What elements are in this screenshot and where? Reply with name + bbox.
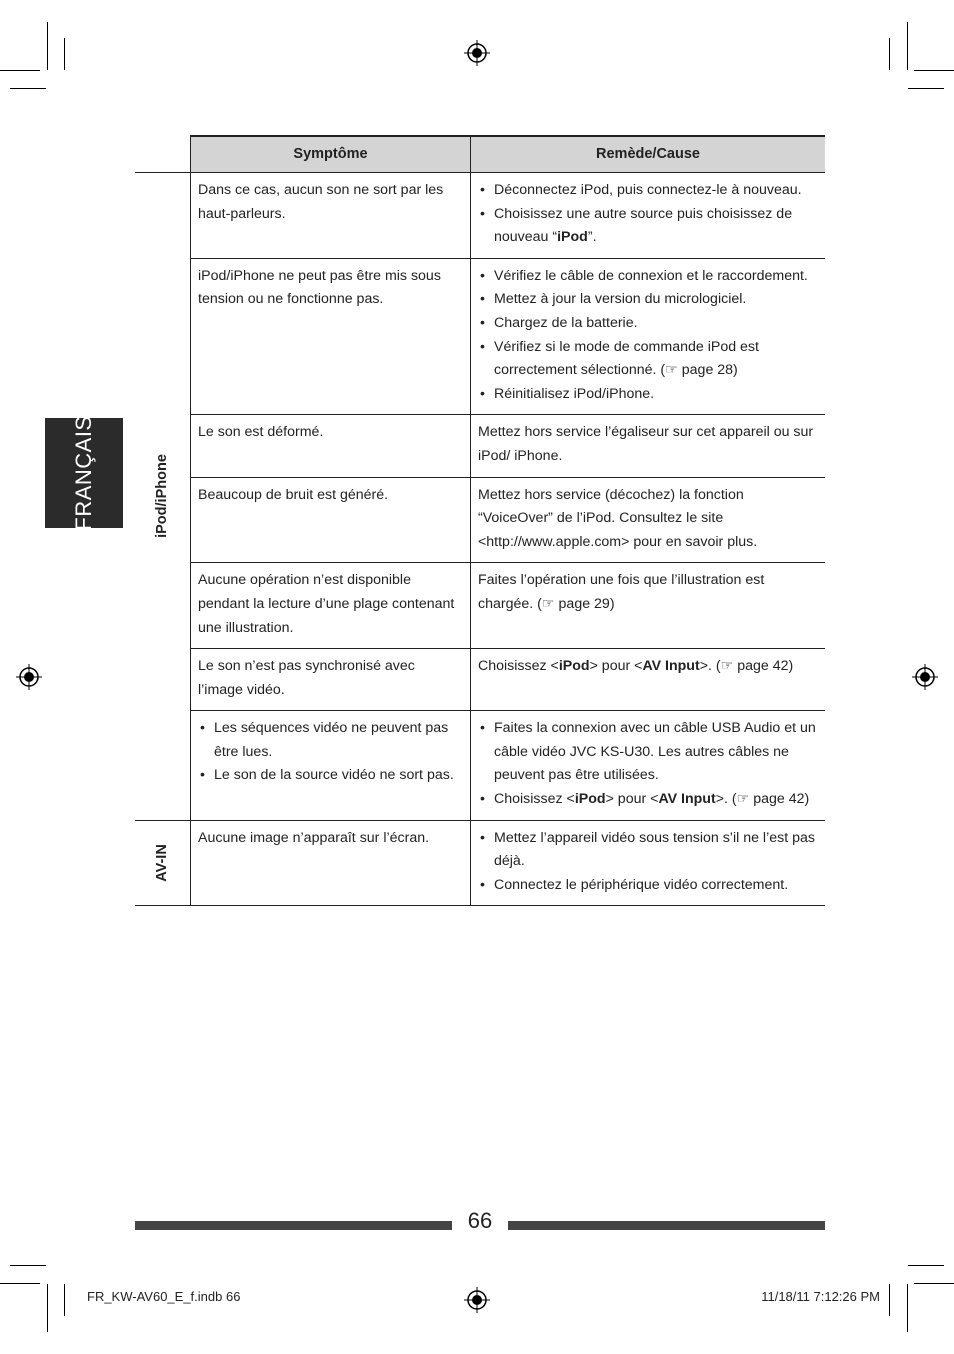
remedy-cell: Choisissez <iPod> pour <AV Input>. (☞ page 42) — [471, 649, 826, 711]
category-label-ipod: iPod/iPhone — [153, 454, 170, 539]
remedy-item: • Déconnectez iPod, puis connectez-le à nouveau. — [478, 179, 818, 203]
crop-mark — [64, 38, 65, 70]
symptom-cell: iPod/iPhone ne peut pas être mis sous tension ou ne fonctionne pas. — [191, 258, 471, 415]
remedy-cell: Faites l’opération une fois que l’illustration est chargée. (☞ page 29) — [471, 563, 826, 649]
table-row — [135, 258, 825, 415]
language-tab-label: FRANÇAIS — [71, 415, 96, 531]
crop-mark — [907, 22, 908, 70]
crop-mark — [889, 38, 890, 70]
remedy-item: • Vérifiez si le mode de commande iPod est correctement sélectionné. (☞ page 28) — [478, 336, 818, 383]
remedy-item: • Réinitialisez iPod/iPhone. — [478, 383, 818, 407]
category-cell-avin — [135, 820, 191, 906]
symptom-cell: Aucune image n’apparaît sur l’écran. — [191, 820, 471, 906]
crop-mark — [10, 1265, 46, 1266]
symptom-cell: Le son n’est pas synchronisé avec l’image vidéo. — [191, 649, 471, 711]
table-row — [135, 711, 825, 820]
symptom-cell: Dans ce cas, aucun son ne sort par les haut-parleurs. — [191, 173, 471, 259]
symptom-item: • Les séquences vidéo ne peuvent pas être lues. — [198, 717, 463, 764]
registration-mark-icon — [464, 40, 490, 66]
remedy-cell — [471, 711, 826, 820]
remedy-item: • Vérifiez le câble de connexion et le raccordement. — [478, 265, 818, 289]
troubleshooting-table — [135, 135, 825, 906]
symptom-cell — [191, 711, 471, 820]
table-row — [135, 415, 825, 477]
footer-datetime: 11/18/11 7:12:26 PM — [761, 1289, 880, 1304]
remedy-item: • Choisissez une autre source puis choisissez de nouveau “iPod”. — [478, 203, 818, 250]
footer-filename: FR_KW-AV60_E_f.indb 66 — [87, 1289, 241, 1304]
crop-mark — [908, 88, 944, 89]
remedy-cell — [471, 258, 826, 415]
crop-mark — [47, 22, 48, 70]
crop-mark — [64, 1284, 65, 1316]
registration-mark-icon — [464, 1287, 490, 1313]
remedy-cell: Mettez hors service l’égaliseur sur cet appareil ou sur iPod/ iPhone. — [471, 415, 826, 477]
crop-mark — [0, 70, 40, 71]
symptom-cell: Beaucoup de bruit est généré. — [191, 477, 471, 563]
remedy-cell: Mettez hors service (décochez) la fonction “VoiceOver” de l’iPod. Consultez le site <http://www.apple.com> pour en savoir plus. — [471, 477, 826, 563]
remedy-cell — [471, 820, 826, 906]
table-row — [135, 477, 825, 563]
category-label-avin: AV-IN — [153, 844, 170, 882]
symptom-cell: Aucune opération n’est disponible pendant la lecture d’une plage contenant une illustration. — [191, 563, 471, 649]
crop-mark — [10, 88, 46, 89]
crop-mark — [907, 1284, 908, 1332]
remedy-header: Remède/Cause — [471, 136, 826, 173]
remedy-item: • Choisissez <iPod> pour <AV Input>. (☞ page 42) — [478, 788, 818, 812]
remedy-item: • Connectez le périphérique vidéo correctement. — [478, 874, 818, 898]
crop-mark — [908, 1265, 944, 1266]
page-number: 66 — [467, 1208, 493, 1233]
page-bar-left — [135, 1221, 452, 1230]
remedy-item: • Faites la connexion avec un câble USB Audio et un câble vidéo JVC KS-U30. Les autres câbles ne peuvent pas être utilisées. — [478, 717, 818, 788]
remedy-item: • Chargez de la batterie. — [478, 312, 818, 336]
remedy-item: • Mettez à jour la version du micrologiciel. — [478, 288, 818, 312]
table-row — [135, 820, 825, 906]
registration-mark-icon — [16, 664, 42, 690]
crop-mark — [889, 1284, 890, 1316]
remedy-cell — [471, 173, 826, 259]
crop-mark — [914, 1283, 954, 1284]
table-row — [135, 173, 825, 259]
remedy-item: • Mettez l’appareil vidéo sous tension s’il ne l’est pas déjà. — [478, 827, 818, 874]
table-row — [135, 563, 825, 649]
category-cell-ipod — [135, 173, 191, 821]
table-row — [135, 649, 825, 711]
symptom-item: • Le son de la source vidéo ne sort pas. — [198, 764, 463, 788]
category-header — [135, 136, 191, 173]
page-bar-right — [508, 1221, 825, 1230]
registration-mark-icon — [912, 664, 938, 690]
crop-mark — [0, 1283, 40, 1284]
language-tab — [45, 415, 123, 531]
symptom-cell: Le son est déformé. — [191, 415, 471, 477]
crop-mark — [914, 70, 954, 71]
symptom-header: Symptôme — [191, 136, 471, 173]
crop-mark — [47, 1284, 48, 1332]
table-header-row — [135, 136, 825, 173]
